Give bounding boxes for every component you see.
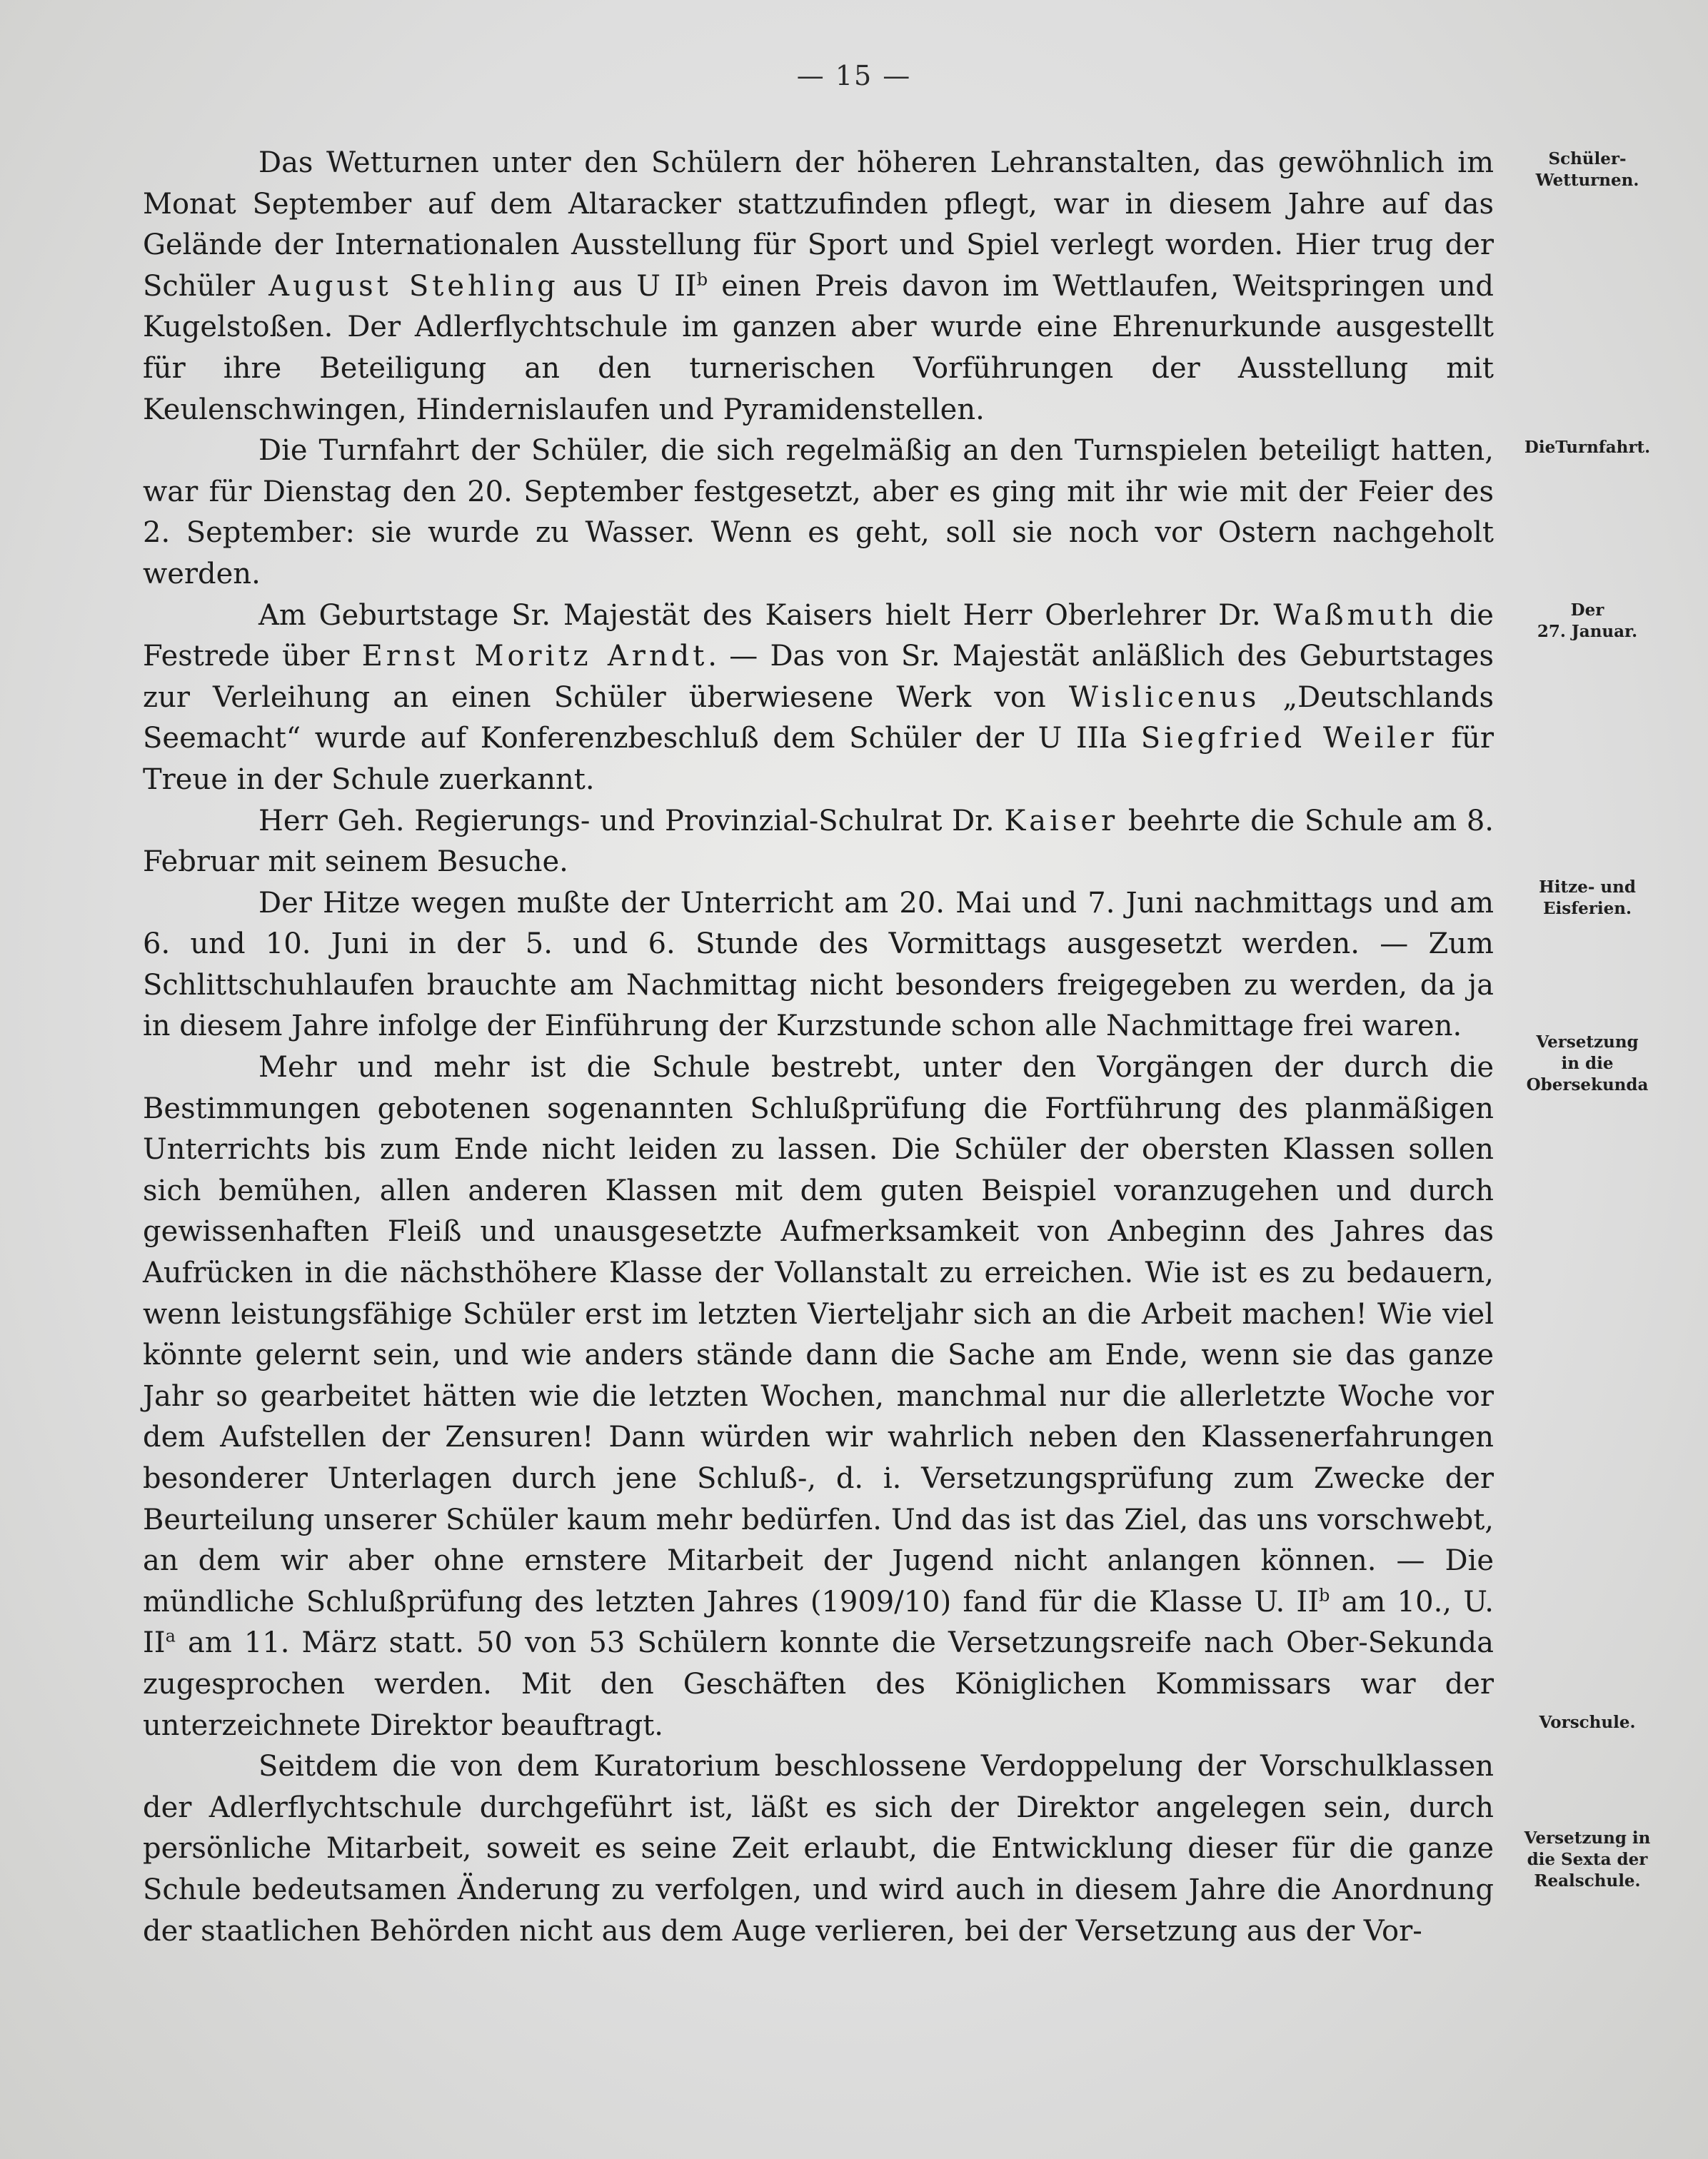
text-run: Das Wetturnen unter den Schülern der höheren Lehranstalten, das gewöhnlich im Monat September auf dem Altaracker stattzufinden pflegt, war in diesem Jahre auf das Gelände der Internationalen Ausstellung für Sport und Spiel verlegt worden. Hier trug der Schüler: [143, 146, 1494, 303]
text-run: Am Geburtstage Sr. Majestät des Kaisers hielt Herr Oberlehrer Dr.: [258, 598, 1274, 632]
spaced-name: Waßmuth: [1273, 598, 1437, 632]
text-run: die Festrede über: [143, 598, 1494, 673]
margin-note-line: Versetzung: [1536, 1032, 1639, 1052]
body-text: [143, 143, 1494, 1952]
paragraph-hitze: [143, 883, 1494, 1047]
margin-note-line: in die: [1561, 1054, 1614, 1073]
text-run: für Treue in der Schule zuerkannt.: [143, 722, 1494, 796]
margin-note-versetzung-obersekunda: [1505, 1032, 1669, 1096]
margin-note-line: Hitze- und: [1539, 877, 1636, 897]
spaced-name: Siegfried Weiler: [1140, 722, 1437, 755]
margin-note-line: 27. Januar.: [1537, 622, 1638, 641]
text-run: am 10., U. II: [143, 1585, 1494, 1660]
text-run: Seitdem die von dem Kuratorium beschlossene Verdoppelung der Vorschulklassen der Adlerflychtschule durchgeführt ist, läßt es sich der Direktor angelegen sein, durch persönliche Mitarbeit, soweit es seine Zeit erlaubt, die Entwicklung dieser für die ganze Schule bedeutsamen Änderung zu verfolgen, und wird auch in diesem Jahre die Anordnung der staatlichen Behörden nicht aus dem Auge verlieren, bei der Versetzung aus der Vor-: [143, 1750, 1494, 1948]
margin-note-line: Schüler-: [1548, 149, 1627, 168]
text-run: aus U II: [558, 269, 697, 303]
text-run: Die Turnfahrt der Schüler, die sich regelmäßig an den Turnspielen beteiligt hatten, war für Dienstag den 20. September festgesetzt, aber es ging mit ihr wie mit der Feier des 2. September: sie wurde zu Wasser. Wenn es geht, soll sie noch vor Ostern nachgeholt werden.: [143, 434, 1494, 590]
text-run: „Deutschlands Seemacht“ wurde auf Konferenzbeschluß dem Schüler der U IIIa: [143, 680, 1494, 755]
paragraph-schueler-wetturnen: [143, 143, 1494, 431]
margin-note-line: Wetturnen.: [1535, 171, 1639, 190]
spaced-name: Kaiser: [1004, 804, 1119, 837]
margin-note-schueler-wetturnen: [1505, 149, 1669, 191]
paragraph-turnfahrt: [143, 431, 1494, 595]
paragraph-versetzung: [143, 1047, 1494, 1746]
margin-note-line: Realschule.: [1534, 1871, 1641, 1891]
margin-note-line: Obersekunda: [1526, 1075, 1649, 1094]
paragraph-schulrat: [143, 801, 1494, 883]
spaced-name: Wislicenus: [1068, 680, 1260, 714]
margin-note-line: Versetzung in: [1524, 1828, 1651, 1848]
paragraph-vorschule: [143, 1746, 1494, 1952]
margin-note-hitze-eisferien: [1505, 877, 1669, 920]
text-run: beehrte die Schule am 8. Februar mit seinem Besuche.: [143, 804, 1494, 879]
text-run: einen Preis davon im Wettlaufen, Weitspringen und Kugelstoßen. Der Adlerflychtschule im ganzen aber wurde eine Ehrenurkunde ausgestellt für ihre Beteiligung an den turnerischen Vorführungen der Ausstellung mit Keulenschwingen, Hindernislaufen und Pyramidenstellen.: [143, 269, 1494, 426]
margin-note-line: Der: [1570, 600, 1604, 620]
margin-note-line: Vorschule.: [1539, 1713, 1636, 1732]
margin-note-27-januar: [1505, 600, 1669, 643]
spaced-name: Ernst Moritz Arndt: [361, 640, 708, 673]
margin-note-line: Eisferien.: [1543, 899, 1632, 918]
text-run: Der Hitze wegen mußte der Unterricht am 20. Mai und 7. Juni nachmittags und am 6. und 10. Juni in der 5. und 6. Stunde des Vormittags ausgesetzt werden. — Zum Schlittschuhlaufen brauchte am Nachmittag nicht besonders freigegeben zu werden, da ja in diesem Jahre infolge der Einführung der Kurzstunde schon alle Nachmittage frei waren.: [143, 886, 1494, 1043]
text-run: Mehr und mehr ist die Schule bestrebt, unter den Vorgängen der durch die Bestimmungen gebotenen sogenannten Schlußprüfung die Fortführung des planmäßigen Unterrichts bis zum Ende nicht leiden zu lassen. Die Schüler der obersten Klassen sollen sich bemühen, allen anderen Klassen mit dem guten Beispiel voranzugehen und durch gewissenhaften Fleiß und unausgesetzte Aufmerksamkeit von Anbeginn des Jahres das Aufrücken in die nächsthöhere Klasse der Vollanstalt zu erreichen. Wie ist es zu bedauern, wenn leistungsfähige Schüler erst im letzten Vierteljahr sich an die Arbeit machen! Wie viel könnte gelernt sein, und wie anders stände dann die Sache am Ende, wenn sie das ganze Jahr so gearbeitet hätten wie die letzten Wochen, manchmal nur die allerletzte Woche vor dem Aufstellen der Zensuren! Dann würden wir wahrlich neben den Klassenerfahrungen besonderer Unterlagen durch jene Schluß-, d. i. Versetzungsprüfung zum Zwecke der Beurteilung unserer Schüler kaum mehr bedürfen. Und das ist das Ziel, das uns vorschwebt, an dem wir aber ohne ernstere Mitarbeit der Jugend nicht anlangen können. — Die mündliche Schlußprüfung des letzten Jahres (1909/10) fand für die Klasse U. II: [143, 1051, 1494, 1619]
page-number: — 15 —: [796, 60, 912, 91]
margin-note-turnfahrt: [1505, 437, 1669, 458]
margin-note-vorschule: [1505, 1712, 1669, 1733]
text-run: am 11. März statt. 50 von 53 Schülern konnte die Versetzungsreife nach Ober-Sekunda zugesprochen werden. Mit den Geschäften des Königlichen Kommissars war der unterzeichnete Direktor beauftragt.: [143, 1626, 1494, 1742]
superscript: a: [165, 1626, 176, 1647]
margin-note-line: DieTurnfahrt.: [1524, 438, 1651, 457]
superscript: b: [696, 269, 708, 290]
spaced-name: August Stehling: [268, 269, 559, 303]
text-run: . — Das von Sr. Majestät anläßlich des Geburtstages zur Verleihung an einen Schüler überwiesene Werk von: [143, 640, 1494, 714]
paragraph-geburtstag: [143, 595, 1494, 801]
superscript: b: [1319, 1585, 1330, 1606]
margin-note-line: die Sexta der: [1527, 1850, 1648, 1869]
margin-note-versetzung-sexta: [1505, 1828, 1669, 1892]
text-run: Herr Geh. Regierungs- und Provinzial-Schulrat Dr.: [258, 804, 1005, 837]
